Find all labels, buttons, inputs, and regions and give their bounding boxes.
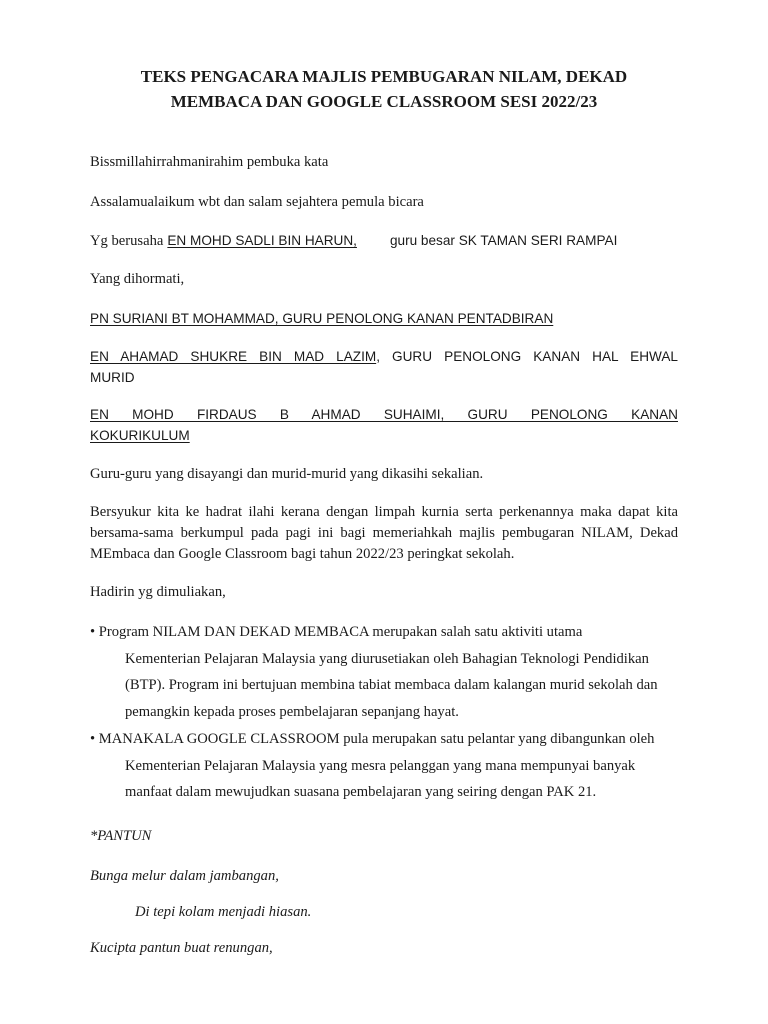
vip-2-line-1 (90, 346, 678, 367)
gratitude-paragraph (90, 502, 678, 565)
vip-2-name: EN AHAMAD SHUKRE BIN MAD LAZIM (90, 349, 377, 364)
vip-2-role: , GURU PENOLONG KANAN HAL EHWAL (376, 349, 678, 364)
bullet-1-line-1: • Program NILAM DAN DEKAD MEMBACA merupakan salah satu aktiviti utama (90, 624, 583, 640)
pantun-line-1: Bunga melur dalam jambangan, (90, 868, 279, 884)
pantun-line-2: Di tepi kolam menjadi hiasan. (135, 904, 312, 920)
vip-3 (90, 404, 678, 446)
headmaster-greeting (90, 231, 617, 251)
gratitude-line-1: Bersyukur kita ke hadrat ilahi kerana dengan limpah kurnia serta perkenannya maka dapat kita (90, 504, 678, 520)
bullet-1-line-4: pemangkin kepada proses pembelajaran sepanjang hayat. (125, 704, 459, 720)
bullet-icon: • (90, 624, 96, 640)
greeting-prefix: Yg berusaha (90, 233, 164, 249)
bullet-2-line-3: manfaat dalam mewujudkan suasana pembelajaran yang seiring dengan PAK 21. (125, 784, 597, 800)
audience-line: Hadirin yg dimuliakan, (90, 584, 226, 600)
opening-line-2: Assalamualaikum wbt dan salam sejahtera pemula bicara (90, 194, 424, 210)
vip-2 (90, 346, 678, 388)
pantun-line-3: Kucipta pantun buat renungan, (90, 940, 273, 956)
bullet-item-classroom (90, 729, 690, 800)
document-title-line-2: MEMBACA DAN GOOGLE CLASSROOM SESI 2022/23 (170, 92, 598, 111)
teachers-students-line: Guru-guru yang disayangi dan murid-murid yang dikasihi sekalian. (90, 466, 484, 482)
bullet-item-nilam (90, 622, 690, 720)
respected-line: Yang dihormati, (90, 271, 185, 287)
gratitude-line-3: MEmbaca dan Google Classroom bagi tahun 2022/23 peringkat sekolah. (90, 546, 515, 562)
headmaster-name: EN MOHD SADLI BIN HARUN, (167, 233, 357, 248)
pantun-heading: *PANTUN (90, 828, 152, 844)
bullet-icon: • (90, 731, 96, 747)
bullet-2-line-2: Kementerian Pelajaran Malaysia yang mesra pelanggan yang mana mempunyai banyak (125, 758, 636, 774)
opening-line-1: Bissmillahirrahmanirahim pembuka kata (90, 154, 329, 170)
bullet-2-line-1: • MANAKALA GOOGLE CLASSROOM pula merupakan satu pelantar yang dibangunkan oleh (90, 731, 655, 747)
vip-3-line-1: EN MOHD FIRDAUS B AHMAD SUHAIMI, GURU PENOLONG KANAN (90, 407, 678, 422)
document-title-line-1: TEKS PENGACARA MAJLIS PEMBUGARAN NILAM, DEKAD (140, 67, 628, 86)
vip-3-line-2: KOKURIKULUM (90, 428, 190, 443)
bullet-1-line-3: (BTP). Program ini bertujuan membina tabiat membaca dalam kalangan murid sekolah dan (125, 677, 658, 693)
gratitude-line-2: bersama-sama berkumpul pada pagi ini bagi memeriahkah majlis pembugaran NILAM, Dekad (90, 525, 678, 541)
vip-1: PN SURIANI BT MOHAMMAD, GURU PENOLONG KANAN PENTADBIRAN (90, 311, 554, 326)
bullet-1-line-2: Kementerian Pelajaran Malaysia yang diurusetiakan oleh Bahagian Teknologi Pendidikan (125, 651, 649, 667)
headmaster-role: guru besar SK TAMAN SERI RAMPAI (389, 233, 618, 248)
vip-2-line-2: MURID (90, 370, 135, 385)
